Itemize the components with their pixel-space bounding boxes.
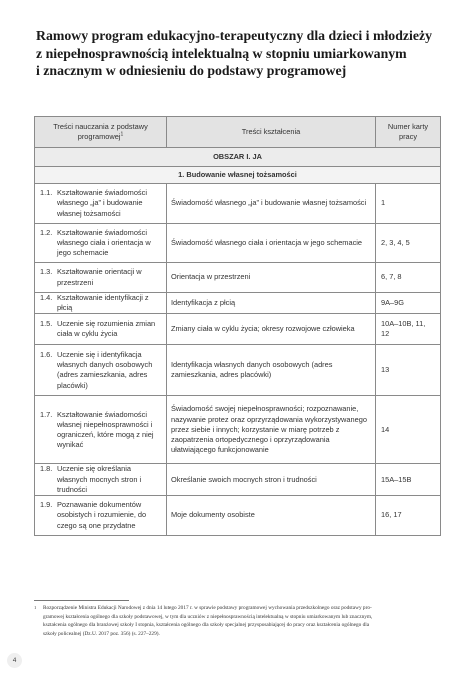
table-row [35, 464, 441, 496]
header-worksheet-number [376, 117, 441, 148]
row-topic: Poznawanie dokumentów osobistych i rozumienie, do czego są one przydatne [57, 500, 147, 530]
row-number: 1.4. [40, 293, 53, 302]
area-heading: OBSZAR I. JA [35, 148, 441, 167]
title-line-2: z niepełnosprawnością intelektualną w stopniu umiarkowanym [36, 45, 407, 61]
header-teaching-content [167, 117, 376, 148]
row-content: Świadomość własnego ciała i orientacja w jego schemacie [171, 237, 363, 247]
table-row [35, 396, 441, 464]
row-cards: 1 [381, 198, 386, 208]
row-cards: 6, 7, 8 [381, 272, 402, 282]
footnote [34, 604, 442, 638]
footnote-line-1: Rozporządzenie Ministra Edukacji Narodowej z dnia 14 lutego 2017 r. w sprawie podstawy programowej wychowania przedszkolnego oraz podstawy pro- [43, 605, 372, 611]
row-content: Określanie swoich mocnych stron i trudności [171, 474, 317, 484]
footnote-number: 1 [34, 605, 37, 610]
row-number: 1.1. [40, 188, 53, 198]
row-topic: Kształtowanie świadomości własnej niepełnosprawności i ograniczeń, które mogą z niej wynikać [57, 409, 154, 450]
row-content: Świadomość swojej niepełnosprawności; rozpoznawanie, nazywanie protez oraz oprzyrządowania wykorzystywanego przez siebie i innych; korzystanie w miarę potrzeb z zaopatrzenia ortopedycznego i oprzyrządowania ułatwiającego funkcjonowanie [171, 404, 367, 455]
row-topic: Kształtowanie świadomości własnego „ja” i budowanie własnej tożsamości [57, 188, 147, 218]
table-row [35, 496, 441, 536]
curriculum-table [34, 116, 441, 536]
page-title [36, 27, 446, 80]
header-curriculum-line2: programowej [77, 132, 121, 141]
row-topic: Uczenie się i identyfikacja własnych danych osobowych (adres zamieszkania, adres placówki) [57, 350, 153, 390]
table-row [35, 184, 441, 224]
title-line-3: i znacznym w odniesieniu do podstawy programowej [36, 63, 347, 78]
table-row [35, 263, 441, 293]
row-cards: 2, 3, 4, 5 [381, 237, 410, 247]
header-curriculum-content [35, 117, 167, 148]
row-number: 1.5. [40, 319, 53, 329]
row-number: 1.8. [40, 464, 53, 474]
section-heading: 1. Budowanie własnej tożsamości [35, 167, 441, 184]
row-cards: 13 [381, 365, 390, 375]
row-number: 1.9. [40, 500, 53, 510]
row-content: Orientacja w przestrzeni [171, 272, 251, 282]
footnote-line-2: gramowej kształcenia ogólnego dla szkoły podstawowej, w tym dla uczniów z niepełnosprawnością intelektualną w stopniu umiarkowanym lub znacznym, [43, 613, 373, 620]
header-curriculum-line1: Treści nauczania z podstawy [53, 121, 148, 131]
row-topic: Kształtowanie orientacji w przestrzeni [57, 267, 142, 287]
footnote-line-3: kształcenia ogólnego dla branżowej szkoły I stopnia, kształcenia ogólnego dla szkoły specjalnej przysposabiającej do pracy oraz kształcenia ogólnego dla [43, 622, 370, 629]
row-cards: 9A–9G [381, 298, 405, 308]
row-cards: 14 [381, 424, 390, 434]
footnote-marker: 1 [120, 131, 124, 138]
row-number: 1.6. [40, 350, 53, 359]
row-cards: 10A–10B, 11, 12 [381, 319, 426, 339]
row-topic: Uczenie się określania własnych mocnych stron i trudności [57, 464, 142, 494]
header-worksheet-line1: Numer karty [387, 121, 429, 131]
row-topic: Uczenie się rozumienia zmian ciała w cyklu życia [57, 319, 156, 339]
table-row [35, 224, 441, 263]
title-line-1: Ramowy program edukacyjno-terapeutyczny dla dzieci i młodzieży [36, 28, 432, 43]
header-worksheet-line2: pracy [398, 132, 418, 141]
row-content: Identyfikacja z płcią [171, 298, 236, 308]
header-teaching-label: Treści kształcenia [241, 126, 301, 136]
page-number: 4 [7, 653, 22, 668]
row-number: 1.3. [40, 267, 53, 277]
row-cards: 15A–15B [381, 474, 412, 484]
row-number: 1.7. [40, 409, 53, 419]
table-row [35, 345, 441, 396]
row-content: Zmiany ciała w cyklu życia; okresy rozwojowe człowieka [171, 324, 355, 334]
row-cards: 16, 17 [381, 510, 402, 520]
row-topic: Kształtowanie identyfikacji z płcią [57, 293, 149, 313]
table-row [35, 314, 441, 345]
row-content: Moje dokumenty osobiste [171, 510, 255, 520]
row-content: Świadomość własnego „ja” i budowanie własnej tożsamości [171, 198, 367, 208]
table-row [35, 293, 441, 314]
footnote-divider [34, 600, 129, 601]
row-topic: Kształtowanie świadomości własnego ciała i orientacja w jego schemacie [57, 227, 151, 258]
footnote-line-4: szkoły policealnej (Dz.U. 2017 poz. 356) (s. 227–229). [43, 630, 160, 637]
row-number: 1.2. [40, 227, 53, 237]
row-content: Identyfikacja własnych danych osobowych (adres zamieszkania, adres placówki) [171, 360, 333, 380]
